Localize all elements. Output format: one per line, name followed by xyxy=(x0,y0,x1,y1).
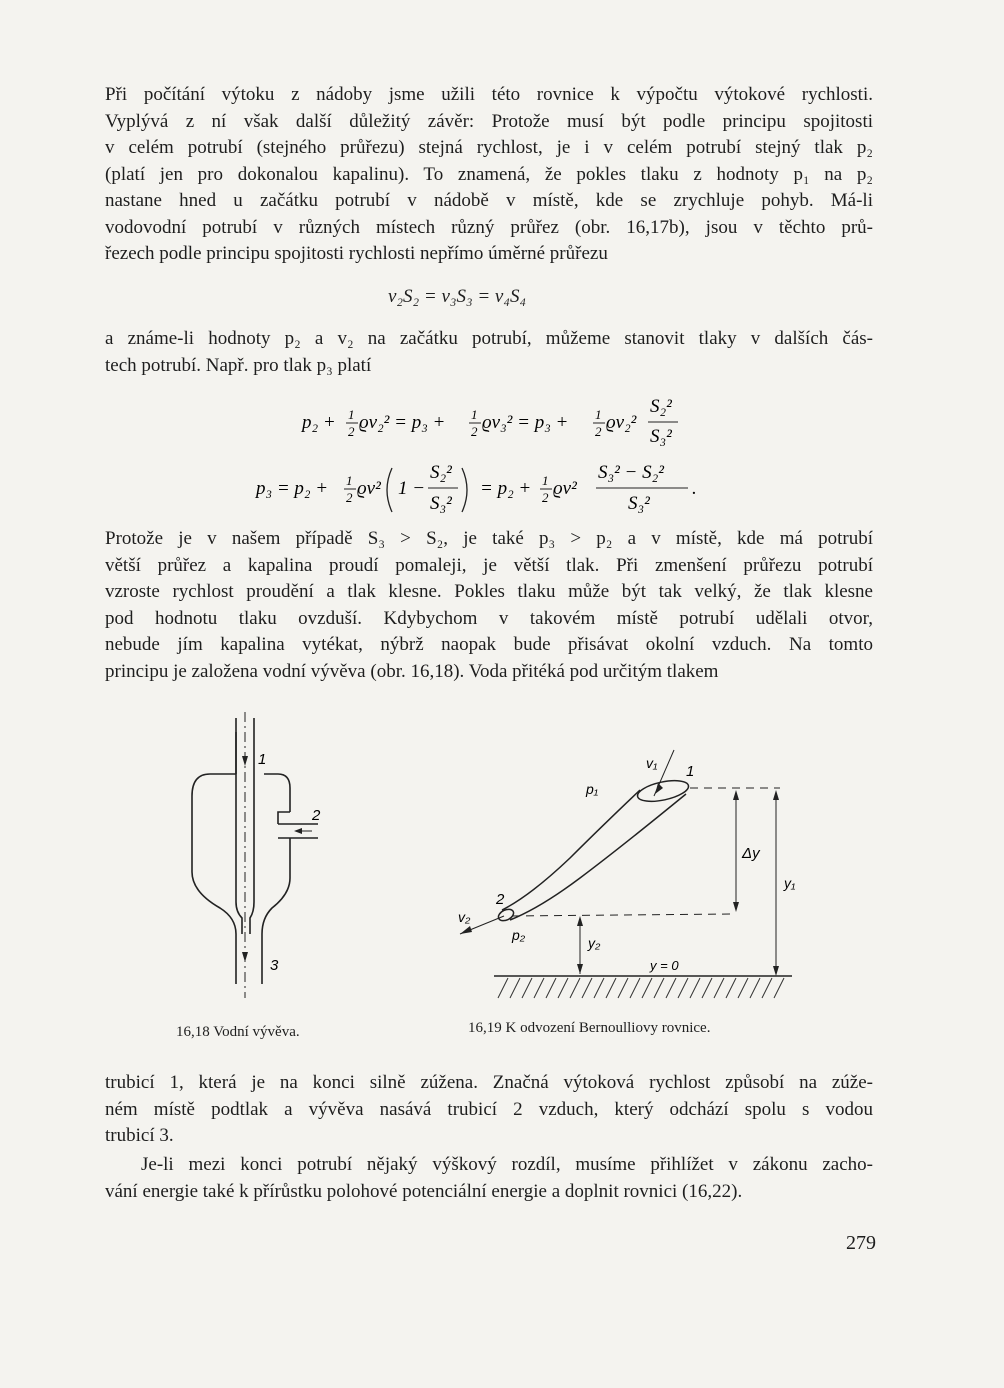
paragraph-2 xyxy=(105,326,873,379)
text-line: (platí jen pro dokonalou kapalinu). To znamená, že pokles tlaku z hodnoty p₁ na p₂ xyxy=(105,163,873,185)
tube-label-3: 3 xyxy=(270,957,279,974)
svg-text:2: 2 xyxy=(346,490,353,505)
text-line: nastane hned u začátku potrubí v nádobě v místě, kde se zrychluje pohyb. Má-li xyxy=(105,190,873,211)
equation-line-2 xyxy=(254,462,697,514)
text-line: Při počítání výtoku z nádoby jsme užili této rovnice k výpočtu výtokové rychlosti. xyxy=(105,84,873,105)
svg-text:S₂²: S₂² xyxy=(650,396,672,417)
svg-text:S₃²: S₃² xyxy=(430,493,452,514)
svg-text:S₃²: S₃² xyxy=(628,493,650,514)
svg-text:1: 1 xyxy=(471,407,478,422)
paragraph-4 xyxy=(105,1070,873,1150)
tube-label-2: 2 xyxy=(312,807,321,824)
text-line: řezech podle principu spojitosti rychlosti nepřímo úměrné průřezu xyxy=(105,243,608,264)
label-p1: p₁ xyxy=(586,781,599,797)
text-line: v celém potrubí (stejného průřezu) stejná rychlost, je i v celém potrubí stejný tlak p₂ xyxy=(105,137,873,158)
label-v1: v₁ xyxy=(646,755,658,771)
text-line: vodovodní potrubí v různých místech různý průřez (obr. 16,17b), jsou v těchto prů- xyxy=(105,216,873,238)
text-line: pod hodnotu tlaku ovzduší. Kdybychom v takovém místě potrubí udělali otvor, xyxy=(105,607,873,629)
svg-text:ϱv₂²: ϱv₂² xyxy=(606,412,637,433)
label-y1: y₁ xyxy=(784,875,796,891)
svg-text:ϱv₃² = p₃ +: ϱv₃² = p₃ + xyxy=(482,412,569,433)
svg-text:2: 2 xyxy=(471,424,478,439)
svg-text:1: 1 xyxy=(348,407,355,422)
paragraph-1 xyxy=(105,82,873,268)
text-line: trubicí 1, která je na konci silně zúžena. Značná výtoková rychlost způsobí na zúže- xyxy=(105,1072,873,1093)
svg-text:2: 2 xyxy=(542,490,549,505)
label-y0: y = 0 xyxy=(650,958,679,973)
text-line: ném místě podtlak a vývěva nasává trubicí 2 vzduch, který odchází spolu s vodou xyxy=(105,1098,873,1120)
paragraph-5 xyxy=(105,1152,873,1205)
svg-text:1: 1 xyxy=(595,407,602,422)
figure-bernoulli xyxy=(450,738,800,1002)
svg-text:1: 1 xyxy=(542,473,549,488)
label-1: 1 xyxy=(686,763,695,780)
paragraph-3 xyxy=(105,526,873,685)
svg-text:1: 1 xyxy=(346,473,353,488)
bernoulli-equations xyxy=(240,382,720,522)
svg-text:S₃² − S₂²: S₃² − S₂² xyxy=(598,462,664,483)
page-number: 279 xyxy=(846,1232,876,1254)
text-line: Je-li mezi konci potrubí nějaký výškový rozdíl, musíme přihlížet v zákonu zacho- xyxy=(141,1154,873,1175)
text-line: Protože je v našem případě S₃ > S₂, je také p₃ > p₂ a v místě, kde má potrubí xyxy=(105,528,873,549)
text-line: vzroste rychlost proudění a tlak klesne. Pokles tlaku může být tak velký, že tlak klesne xyxy=(105,581,873,602)
svg-text:.: . xyxy=(692,478,697,499)
svg-text:p₃ = p₂ +: p₃ = p₂ + xyxy=(256,478,329,499)
svg-text:2: 2 xyxy=(348,424,355,439)
text-line: větší průřez a kapalina proudí pomaleji, je větší tlak. Při zmenšení průřezu potrubí xyxy=(105,554,873,576)
figure-water-pump xyxy=(180,712,340,1007)
label-y2: y₂ xyxy=(588,935,601,951)
equation-line-1 xyxy=(300,396,678,447)
svg-text:= p₂ +: = p₂ + xyxy=(480,478,532,499)
label-2: 2 xyxy=(496,891,505,908)
svg-text:ϱv²: ϱv² xyxy=(553,478,577,499)
text-line: a známe-li hodnoty p₂ a v₂ na začátku potrubí, můžeme stanovit tlaky v dalších čás- xyxy=(105,328,873,349)
svg-text:1 −: 1 − xyxy=(398,478,426,499)
label-dy: Δy xyxy=(742,845,760,862)
svg-text:S₃²: S₃² xyxy=(650,426,672,447)
text-line: principu je založena vodní vývěva (obr. 16,18). Voda přitéká pod určitým tlakem xyxy=(105,660,719,682)
text-line: vání energie také k přírůstku polohové potenciální energie a doplnit rovnici (16,22). xyxy=(105,1180,743,1202)
text-line: nebude jím kapalina vytékat, nýbrž naopak bude přisávat okolní vzduch. Na tomto xyxy=(105,634,873,655)
svg-text:S₂²: S₂² xyxy=(430,462,452,483)
text-line: tech potrubí. Např. pro tlak p₃ platí xyxy=(105,354,372,376)
label-p2: p₂ xyxy=(512,927,526,943)
svg-text:ϱv₂² = p₃ +: ϱv₂² = p₃ + xyxy=(359,412,446,433)
svg-text:ϱv²: ϱv² xyxy=(357,478,381,499)
figure-16-19-caption: 16,19 K odvození Bernoulliovy rovnice. xyxy=(468,1020,711,1036)
text-line: trubicí 3. xyxy=(105,1125,174,1146)
continuity-equation: v₂S₂ = v₃S₃ = v₄S₄ xyxy=(388,286,527,307)
text-line: Vyplývá z ní však další důležitý závěr: Protože musí být podle principu spojitosti xyxy=(105,110,873,132)
label-v2: v₂ xyxy=(458,909,471,925)
figure-16-18-caption: 16,18 Vodní vývěva. xyxy=(176,1024,300,1040)
svg-text:p₂ +: p₂ + xyxy=(302,412,336,433)
tube-label-1: 1 xyxy=(258,751,267,768)
svg-text:2: 2 xyxy=(595,424,602,439)
